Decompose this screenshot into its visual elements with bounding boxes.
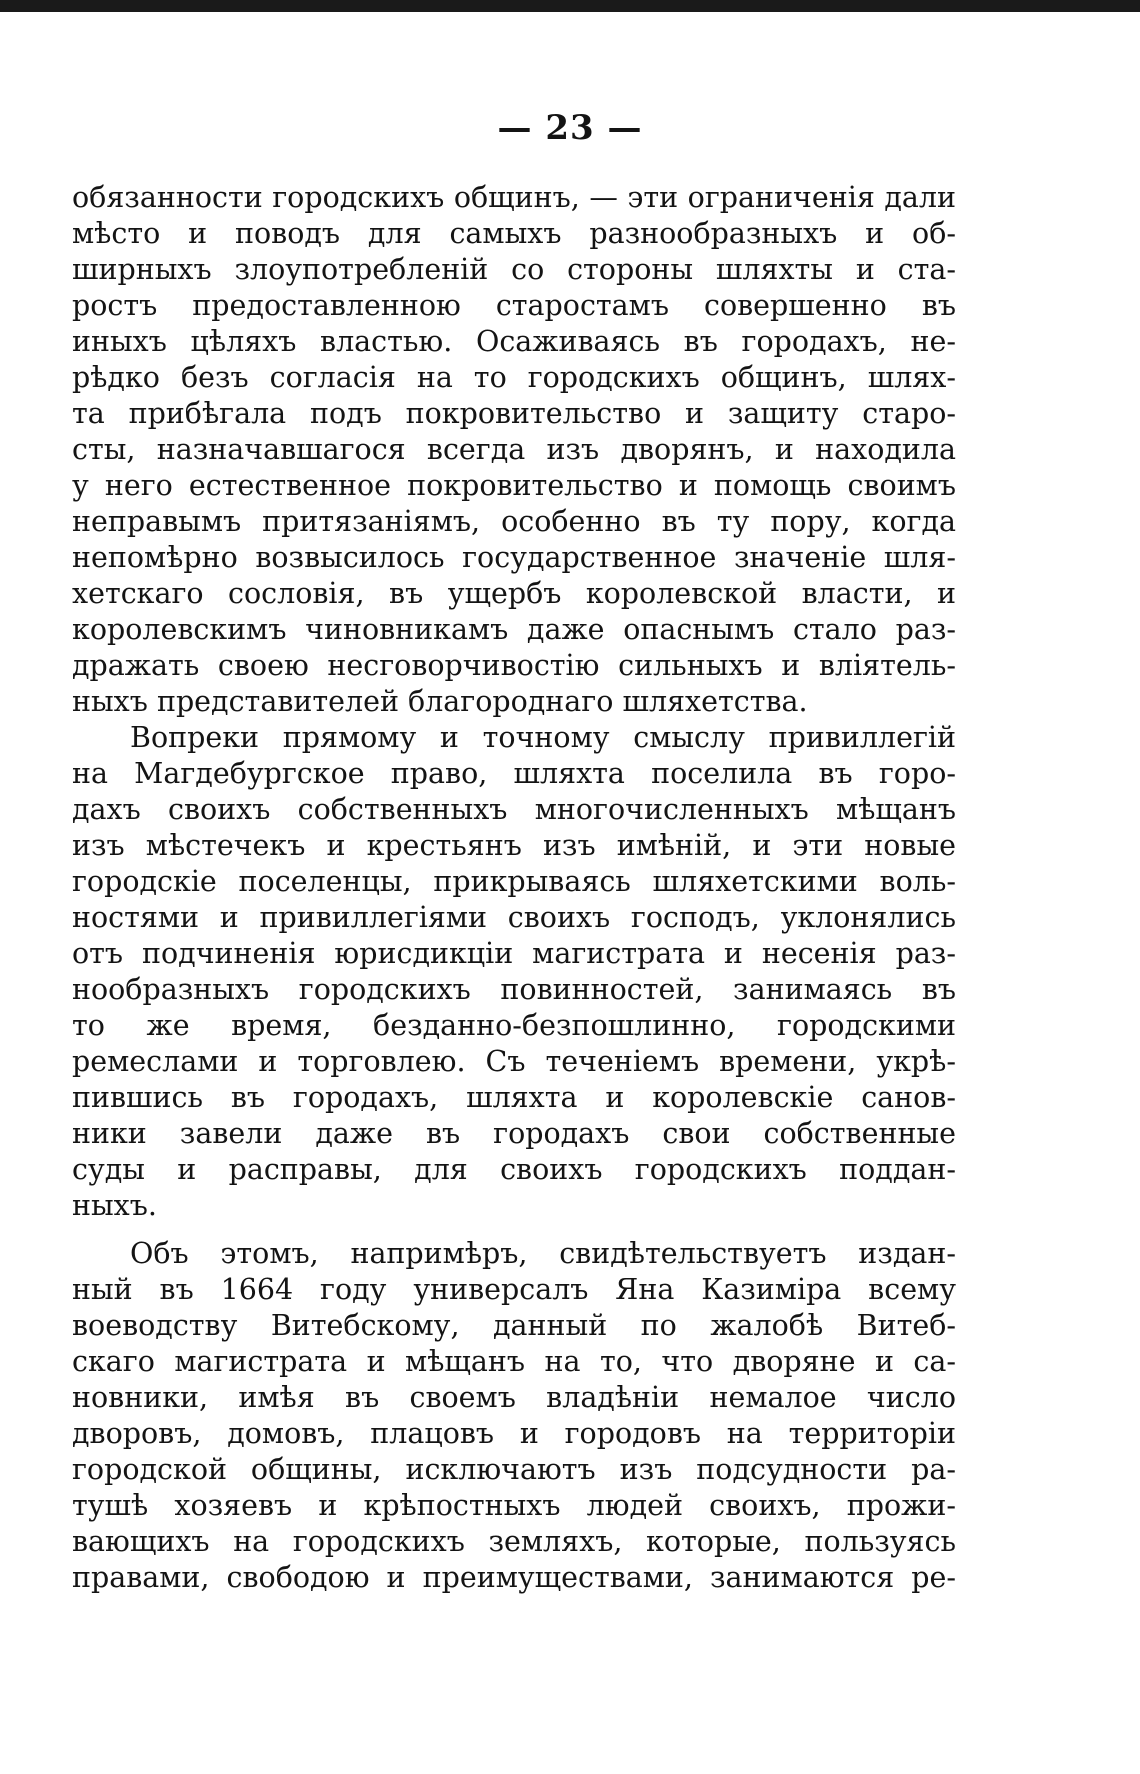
text-line: правами, свободою и преимуществами, занимаются ре- [72, 1561, 956, 1594]
text-line: тушѣ хозяевъ и крѣпостныхъ людей своихъ, прожи- [72, 1489, 956, 1522]
text-line: ныхъ представителей благороднаго шляхетства. [72, 685, 808, 718]
text-line: хетскаго сословія, въ ущербъ королевской власти, и [72, 577, 956, 610]
paragraph-3 [72, 1236, 956, 1596]
text-line: ширныхъ злоупотребленій со стороны шляхты и ста- [72, 253, 956, 286]
text-line: Вопреки прямому и точному смыслу привиллегій [130, 721, 956, 754]
text-line: непомѣрно возвысилось государственное значеніе шля- [72, 541, 956, 574]
text-line: иныхъ цѣляхъ властью. Осаживаясь въ городахъ, не- [72, 325, 956, 358]
text-line: у него естественное покровительство и помощь своимъ [72, 469, 956, 502]
text-line: ники завели даже въ городахъ свои собственные [72, 1117, 956, 1150]
text-line: городской общины, исключаютъ изъ подсудности ра- [72, 1453, 956, 1486]
text-line: королевскимъ чиновникамъ даже опаснымъ стало раз- [72, 613, 956, 646]
text-line: скаго магистрата и мѣщанъ на то, что дворяне и са- [72, 1345, 956, 1378]
text-line: та прибѣгала подъ покровительство и защиту старо- [72, 397, 956, 430]
text-line: изъ мѣстечекъ и крестьянъ изъ имѣній, и эти новые [72, 829, 956, 862]
text-line: обязанности городскихъ общинъ, — эти ограниченія дали [72, 181, 956, 214]
text-line: дворовъ, домовъ, плацовъ и городовъ на территоріи [72, 1417, 956, 1450]
text-line: мѣсто и поводъ для самыхъ разнообразныхъ и об- [72, 217, 956, 250]
text-line: воеводству Витебскому, данный по жалобѣ Витеб- [72, 1309, 956, 1342]
text-line: рѣдко безъ согласія на то городскихъ общинъ, шлях- [72, 361, 956, 394]
text-line: дражать своею несговорчивостію сильныхъ и вліятель- [72, 649, 956, 682]
text-line: ностями и привиллегіями своихъ господъ, уклонялись [72, 901, 956, 934]
text-line: неправымъ притязаніямъ, особенно въ ту пору, когда [72, 505, 956, 538]
text-line: дахъ своихъ собственныхъ многочисленныхъ мѣщанъ [72, 793, 956, 826]
text-line: нообразныхъ городскихъ повинностей, занимаясь въ [72, 973, 956, 1006]
text-line: отъ подчиненія юрисдикціи магистрата и несенія раз- [72, 937, 956, 970]
page-number: — 23 — [497, 108, 643, 148]
top-border-rule [0, 0, 1140, 12]
text-line: ремеслами и торговлею. Съ теченіемъ времени, укрѣ- [72, 1045, 956, 1078]
paragraph-1 [72, 180, 956, 720]
text-line: городскіе поселенцы, прикрываясь шляхетскими воль- [72, 865, 956, 898]
text-line: новники, имѣя въ своемъ владѣніи немалое число [72, 1381, 956, 1414]
text-line: на Магдебургское право, шляхта поселила въ горо- [72, 757, 956, 790]
paragraph-2 [72, 720, 956, 1224]
text-line: ныхъ. [72, 1189, 157, 1222]
text-line: Объ этомъ, напримѣръ, свидѣтельствуетъ издан- [130, 1237, 956, 1270]
text-line: то же время, безданно-безпошлинно, городскими [72, 1009, 956, 1042]
text-line: ный въ 1664 году универсалъ Яна Казиміра всему [72, 1273, 956, 1306]
text-line: ростъ предоставленною старостамъ совершенно въ [72, 289, 956, 322]
text-line: вающихъ на городскихъ земляхъ, которые, пользуясь [72, 1525, 956, 1558]
text-line: пившись въ городахъ, шляхта и королевскіе санов- [72, 1081, 956, 1114]
text-line: сты, назначавшагося всегда изъ дворянъ, и находила [72, 433, 956, 466]
text-line: суды и расправы, для своихъ городскихъ поддан- [72, 1153, 956, 1186]
body-text [72, 180, 956, 1596]
